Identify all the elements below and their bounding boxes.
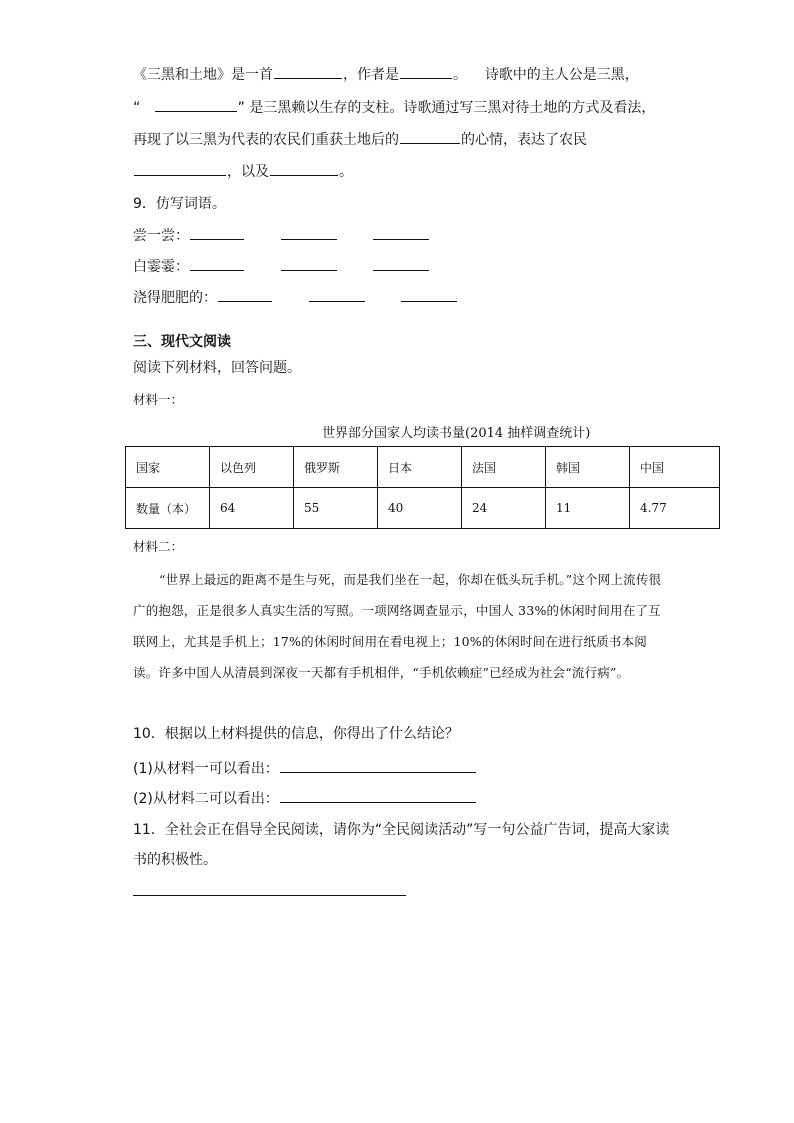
q10-part-2: (2)从材料二可以看出： xyxy=(133,788,477,809)
reading-stats-table xyxy=(125,446,720,529)
table-cell: 64 xyxy=(210,488,294,529)
answer-blank[interactable] xyxy=(270,161,338,176)
q11-line-2: 书的积极性。 xyxy=(133,852,217,868)
answer-blank[interactable] xyxy=(373,225,429,240)
table-header-cell: 俄罗斯 xyxy=(294,447,378,488)
answer-blank[interactable] xyxy=(281,256,337,271)
section-instruction: 阅读下列材料，回答问题。 xyxy=(133,360,301,376)
table-cell: 55 xyxy=(294,488,378,529)
answer-blank[interactable] xyxy=(274,64,342,79)
table-cell: 24 xyxy=(462,488,546,529)
q9-row-1: 尝一尝： xyxy=(133,225,430,246)
q10-part-1: (1)从材料一可以看出： xyxy=(133,758,477,779)
answer-blank[interactable] xyxy=(400,129,460,144)
q11-line-1: 11．全社会正在倡导全民阅读，请你为“全民阅读活动”写一句公益广告词，提高大家读 xyxy=(133,822,670,838)
answer-blank[interactable] xyxy=(309,287,365,302)
table-cell: 11 xyxy=(546,488,630,529)
q9-row-3: 浇得肥肥的： xyxy=(133,287,458,308)
answer-blank[interactable] xyxy=(155,97,237,112)
table-row xyxy=(126,447,720,488)
section-title: 三、现代文阅读 xyxy=(133,334,231,350)
table-header-cell: 韩国 xyxy=(546,447,630,488)
q9-title: 9．仿写词语。 xyxy=(133,196,226,212)
table-row xyxy=(126,488,720,529)
answer-blank[interactable] xyxy=(218,287,272,302)
answer-blank[interactable] xyxy=(373,256,429,271)
q8-line-2: “ ” 是三黑赖以生存的支柱。诗歌通过写三黑对待土地的方式及看法， xyxy=(133,97,655,118)
q9-row-2: 白霎霎： xyxy=(133,256,430,277)
answer-blank[interactable] xyxy=(190,225,244,240)
material2-label: 材料二： xyxy=(133,539,184,554)
q8-line-4: ，以及 。 xyxy=(133,161,353,182)
table-cell: 40 xyxy=(378,488,462,529)
table-header-cell: 以色列 xyxy=(210,447,294,488)
material1-label: 材料一： xyxy=(133,392,184,407)
answer-blank[interactable] xyxy=(190,256,244,271)
answer-blank[interactable] xyxy=(281,225,337,240)
table-header-cell: 法国 xyxy=(462,447,546,488)
answer-blank[interactable] xyxy=(401,287,457,302)
table-cell: 数量（本） xyxy=(126,488,210,529)
answer-blank[interactable] xyxy=(134,161,226,176)
q11-answer-line[interactable] xyxy=(133,895,406,896)
material2-text: “世界上最远的距离不是生与死，而是我们坐在一起，你却在低头玩手机。”这个网上流传很广的抱怨，正是很多人真实生活的写照。一项网络调查显示，中国人 33%的休闲时间用在了互联网上，尤其是手机上；17%的休闲时间用在看电视上；10%的休闲时间在进行纸质书本阅读。许多中国人从清晨到深夜一天都有手机相伴，“手机依赖症”已经成为社会“流行病”。 xyxy=(133,572,662,680)
table-header-cell: 国家 xyxy=(126,447,210,488)
answer-blank[interactable] xyxy=(280,788,476,803)
q10-title: 10．根据以上材料提供的信息，你得出了什么结论？ xyxy=(133,726,459,742)
q8-line-3: 再现了以三黑为代表的农民们重获土地后的 的心情，表达了农民 xyxy=(133,129,587,150)
answer-blank[interactable] xyxy=(280,758,476,773)
q8-line-1: 《三黑和土地》是一首 ，作者是 。 诗歌中的主人公是三黑， xyxy=(133,64,639,85)
table-cell: 4.77 xyxy=(630,488,720,529)
answer-blank[interactable] xyxy=(400,64,452,79)
table-header-cell: 中国 xyxy=(630,447,720,488)
table-caption: 世界部分国家人均读书量(2014 抽样调查统计) xyxy=(322,426,591,441)
table-header-cell: 日本 xyxy=(378,447,462,488)
